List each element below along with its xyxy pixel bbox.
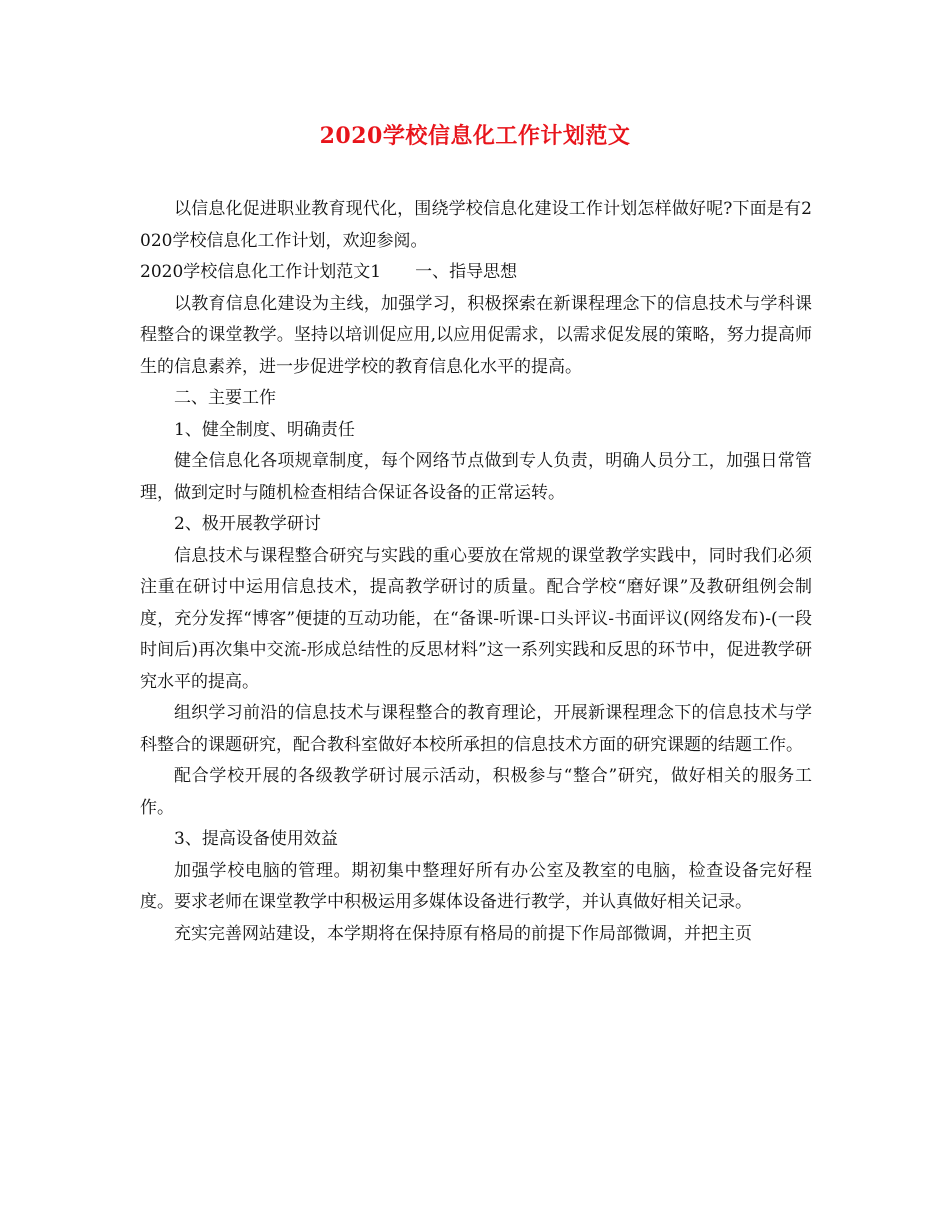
document-body xyxy=(140,194,812,950)
subsection-heading: 2、极开展教学研讨 xyxy=(174,514,321,534)
page-title: 2020学校信息化工作计划范文 xyxy=(319,123,631,149)
paragraph: 组织学习前沿的信息技术与课程整合的教育理论，开展新课程理念下的信息技术与学科整合的课题研究，配合教科室做好本校所承担的信息技术方面的研究课题的结题工作。 xyxy=(140,703,812,755)
paragraph: 健全信息化各项规章制度，每个网络节点做到专人负责，明确人员分工，加强日常管理，做到定时与随机检查相结合保证各设备的正常运转。 xyxy=(140,451,812,503)
subsection-heading: 1、健全制度、明确责任 xyxy=(174,419,355,440)
subsection-heading: 3、提高设备使用效益 xyxy=(174,829,338,849)
paragraph: 加强学校电脑的管理。期初集中整理好所有办公室及教室的电脑，检查设备完好程度。要求老师在课堂教学中积极运用多媒体设备进行教学，并认真做好相关记录。 xyxy=(140,860,812,912)
paragraph: 信息技术与课程整合研究与实践的重心要放在常规的课堂教学实践中，同时我们必须注重在研讨中运用信息技术，提高教学研讨的质量。配合学校“磨好课”及教研组例会制度，充分发挥“博客”便捷的互动功能，在“备课-听课-口头评议-书面评议(网络发布)-(一段时间后)再次集中交流-形成总结性的反思材料”这一系列实践和反思的环节中，促进教学研究水平的提高。 xyxy=(140,545,812,692)
paragraph: 配合学校开展的各级教学研讨展示活动，积极参与“整合”研究，做好相关的服务工作。 xyxy=(140,766,812,818)
paragraph-plan-heading: 2020学校信息化工作计划范文1 一、指导思想 xyxy=(140,262,518,282)
paragraph: 以教育信息化建设为主线，加强学习，积极探索在新课程理念下的信息技术与学科课程整合的课堂教学。坚持以培训促应用,以应用促需求，以需求促发展的策略，努力提高师生的信息素养，进一步促进学校的教育信息化水平的提高。 xyxy=(140,293,812,377)
paragraph: 以信息化促进职业教育现代化，围绕学校信息化建设工作计划怎样做好呢?下面是有2020学校信息化工作计划，欢迎参阅。 xyxy=(140,199,812,251)
section-heading: 二、主要工作 xyxy=(174,388,276,408)
paragraph: 充实完善网站建设，本学期将在保持原有格局的前提下作局部微调，并把主页 xyxy=(174,923,752,944)
